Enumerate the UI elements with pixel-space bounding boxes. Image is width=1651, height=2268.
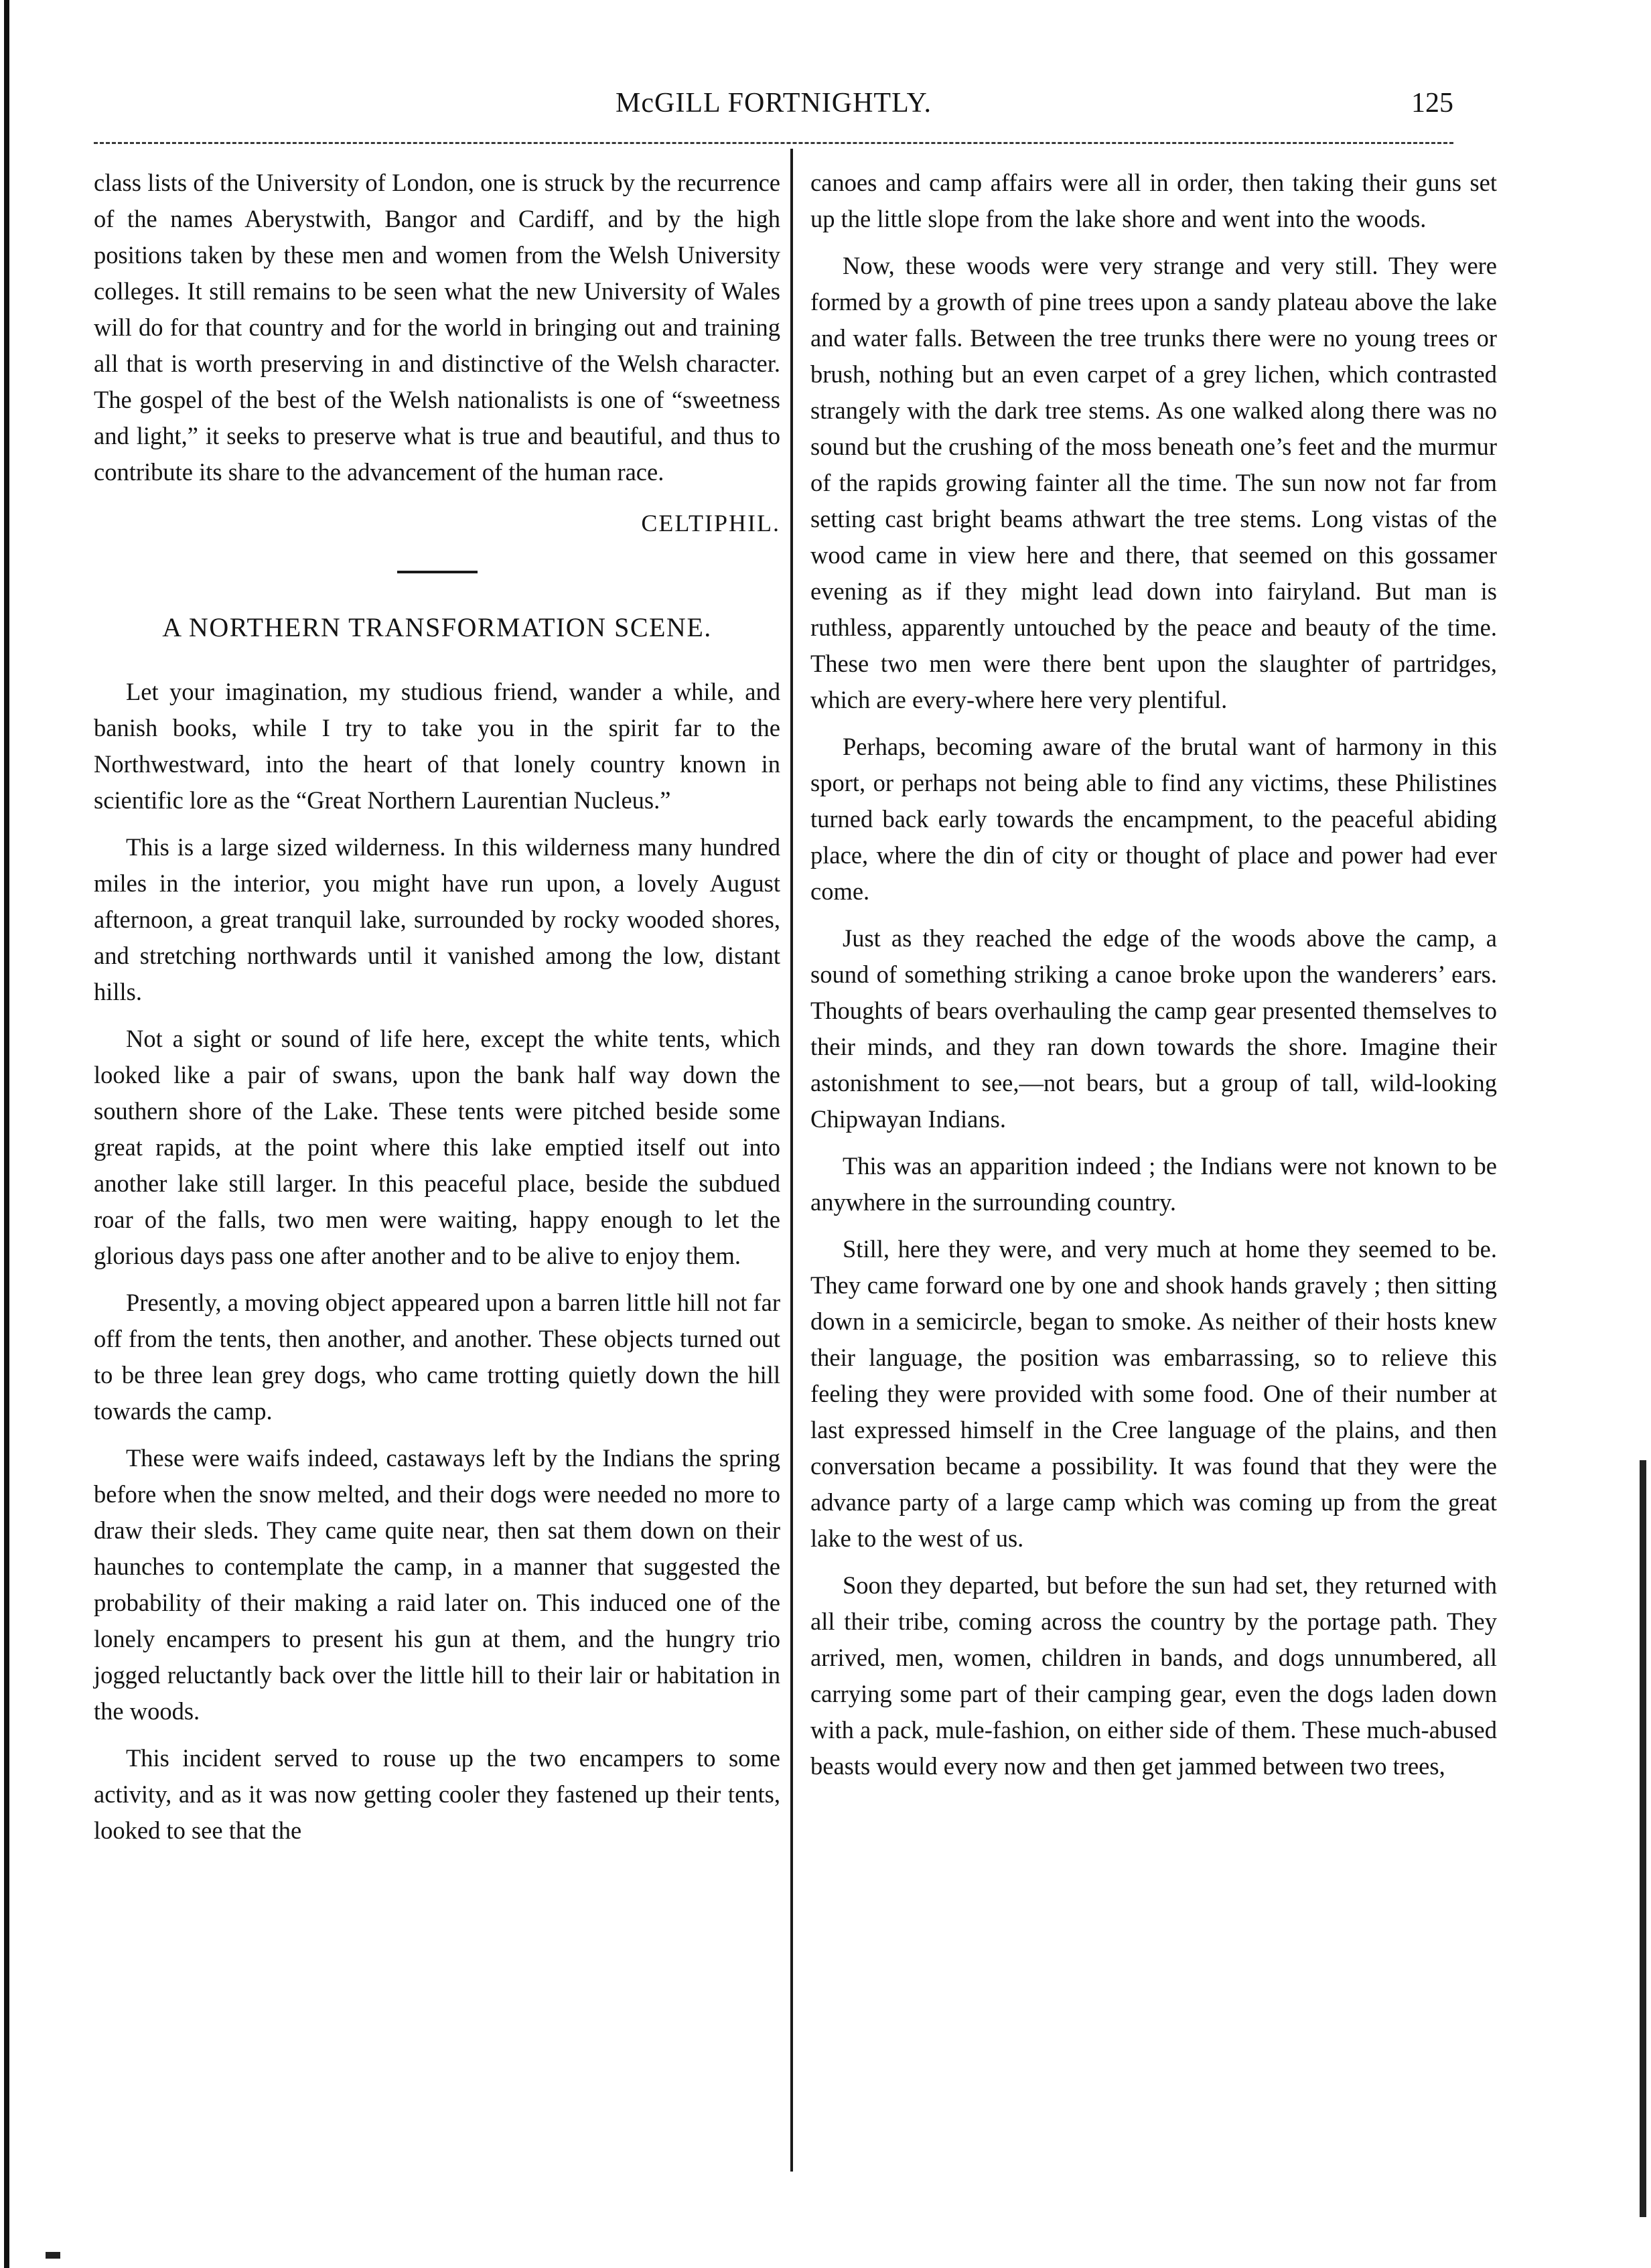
paragraph: This incident served to rouse up the two encampers to some activity, and as it was now getting cooler they fastened up their tents, looked to see that the	[94, 1744, 780, 1844]
running-title: McGILL FORTNIGHTLY.	[616, 88, 932, 119]
paragraph: These were waifs indeed, castaways left by the Indians the spring before when the snow melted, and their dogs were needed no more to draw their sleds. They came quite near, then sat them down on their haunches to contemplate the camp, in a manner that suggested the probability of their making a raid later on. This induced one of the lonely encampers to present his gun at them, and the hungry trio jogged reluctantly back over the little hill to their lair or habitation in the woods.	[94, 1444, 780, 1725]
scan-artifact	[46, 2252, 60, 2259]
paragraph: Not a sight or sound of life here, except the white tents, which looked like a pair of swans, upon the bank half way down the southern shore of the Lake. These tents were pitched beside some great rapids, at the point where this lake emptied itself out into another lake still larger. In this peaceful place, beside the subdued roar of the falls, two men were waiting, happy enough to let the glorious days pass one after another and to be alive to enjoy them.	[94, 1025, 780, 1269]
article-signature: CELTIPHIL.	[641, 510, 780, 537]
paragraph: Perhaps, becoming aware of the brutal want of harmony in this sport, or perhaps not being able to find any victims, these Philistines turned back early towards the encampment, to the peaceful abiding place, where the din of city or thought of place and power had ever come.	[810, 733, 1497, 905]
paragraph: This was an apparition indeed ; the Indians were not known to be anywhere in the surrounding country.	[810, 1152, 1497, 1216]
page-number: 125	[1411, 88, 1453, 119]
paragraph: Just as they reached the edge of the woods above the camp, a sound of something striking a canoe broke upon the wanderers’ ears. Thoughts of bears overhauling the camp gear presented themselves to their minds, and they ran down towards the shore. Imagine their astonishment to see,—not bears, but a group of tall, wild-looking Chipwayan Indians.	[810, 924, 1497, 1133]
scan-page-edge	[1640, 1460, 1646, 2217]
scan-binding-edge	[4, 0, 9, 2268]
previous-article-continuation: class lists of the University of London, one is struck by the recurrence of the names Aberystwith, Bangor and Cardiff, and by the high positions taken by these men and women from the Welsh University colleges. It still remains to be seen what the new University of Wales will do for that country and for the world in bringing out and training all that is worth preserving in and distinctive of the Welsh character. The gospel of the best of the Welsh nationalists is one of “sweetness and light,” it seeks to preserve what is true and beautiful, and thus to contribute its share to the advancement of the human race.	[94, 169, 780, 486]
left-column	[94, 165, 780, 1859]
paragraph: Still, here they were, and very much at home they seemed to be. They came forward one by one and shook hands gravely ; then sitting down in a semicircle, began to smoke. As neither of their hosts knew their language, the position was embarrassing, so to relieve this feeling they were provided with some food. One of their number at last expressed himself in the Cree language of the plains, and then conversation became a possibility. It was found that they were the advance party of a large camp which was coming up from the great lake to the west of us.	[810, 1235, 1497, 1552]
page-header	[94, 87, 1453, 134]
column-divider	[790, 149, 793, 2172]
paragraph: Let your imagination, my studious friend, wander a while, and banish books, while I try to take you in the spirit far to the Northwestward, into the heart of that lonely country known in scientific lore as the “Great Northern Laurentian Nucleus.”	[94, 678, 780, 814]
right-column	[810, 165, 1497, 1795]
paragraph: Presently, a moving object appeared upon a barren little hill not far off from the tents, then another, and another. These objects turned out to be three lean grey dogs, who came trotting quietly down the hill towards the camp.	[94, 1289, 780, 1425]
paragraph: Now, these woods were very strange and very still. They were formed by a growth of pine trees upon a sandy plateau above the lake and water falls. Between the tree trunks there were no young trees or brush, nothing but an even carpet of a grey lichen, which contrasted strangely with the dark tree stems. As one walked along there was no sound but the crushing of the moss beneath one’s feet and the murmur of the rapids growing fainter all the time. The sun now not far from setting cast bright beams athwart the tree stems. Long vistas of the wood came in view here and there, that seemed on this gossamer evening as if they might lead down into fairyland. But man is ruthless, apparently untouched by the peace and beauty of the time. These two men were there bent upon the slaughter of partridges, which are every-where here very plentiful.	[810, 252, 1497, 713]
header-rule	[94, 142, 1453, 144]
section-rule	[397, 571, 478, 573]
paragraph: Soon they departed, but before the sun had set, they returned with all their tribe, coming across the country by the portage path. They arrived, men, women, children in bands, and dogs unnumbered, all carrying some part of their camping gear, even the dogs laden down with a pack, mule-fashion, on either side of them. These much-abused beasts would every now and then get jammed between two trees,	[810, 1571, 1497, 1780]
paragraph: This is a large sized wilderness. In this wilderness many hundred miles in the interior, you might have run upon, a lovely August afternoon, a great tranquil lake, surrounded by rocky wooded shores, and stretching northwards until it vanished among the low, distant hills.	[94, 833, 780, 1005]
paragraph-continuation: canoes and camp affairs were all in order, then taking their guns set up the little slope from the lake shore and went into the woods.	[810, 169, 1497, 232]
article-title: A NORTHERN TRANSFORMATION SCENE.	[162, 612, 712, 642]
